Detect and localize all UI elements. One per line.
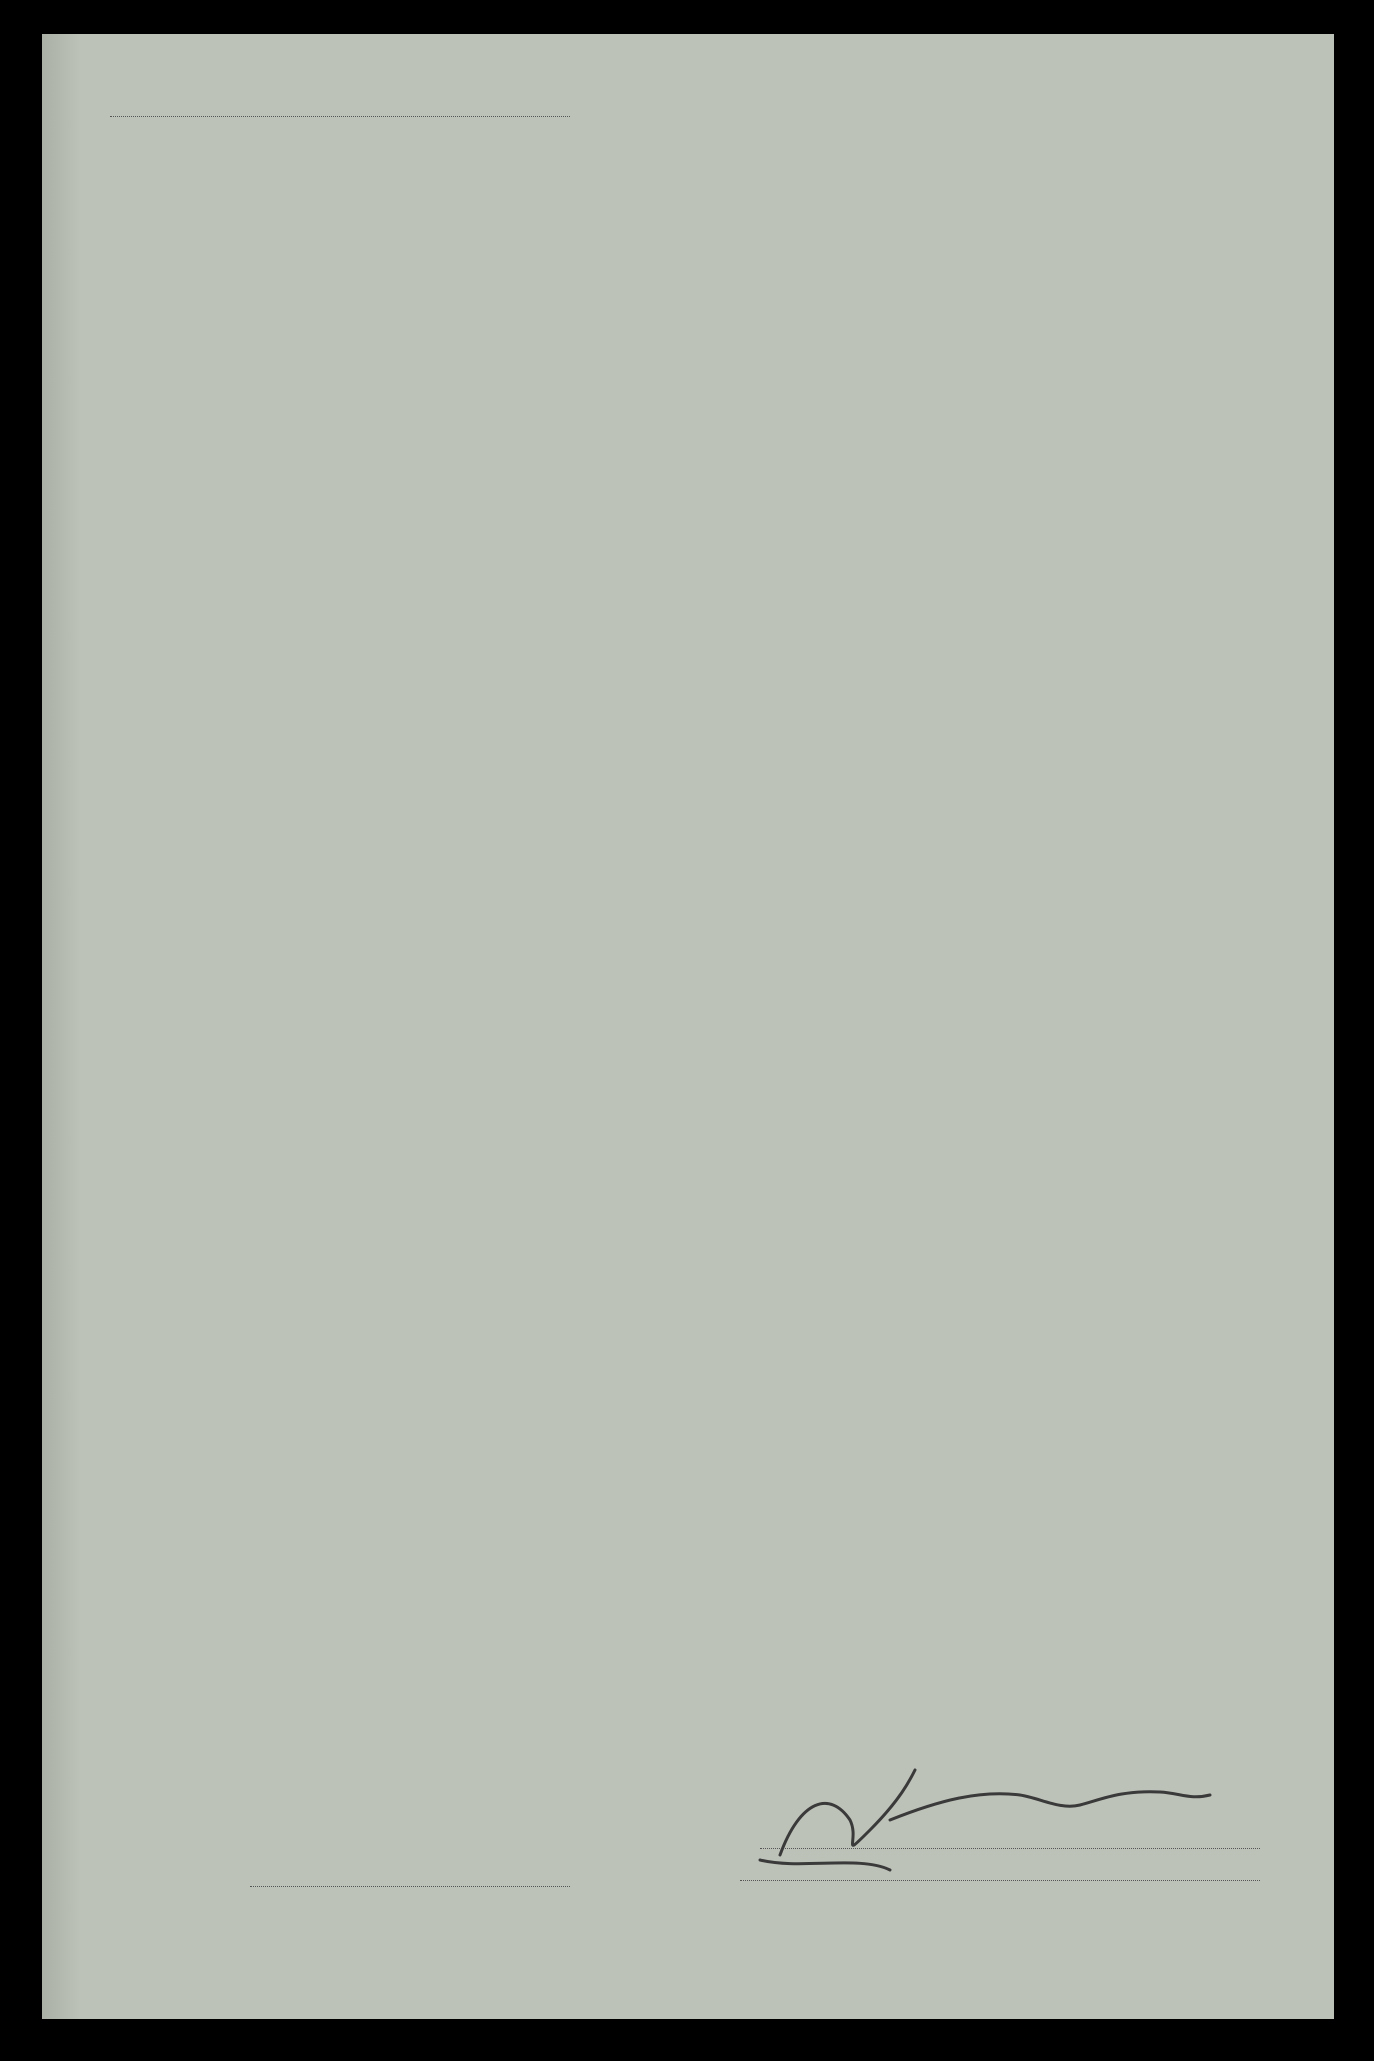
date-dotted-line — [250, 1886, 570, 1887]
handwritten-signature — [740, 1760, 1300, 1880]
bde-dotted-line — [740, 1880, 1260, 1881]
